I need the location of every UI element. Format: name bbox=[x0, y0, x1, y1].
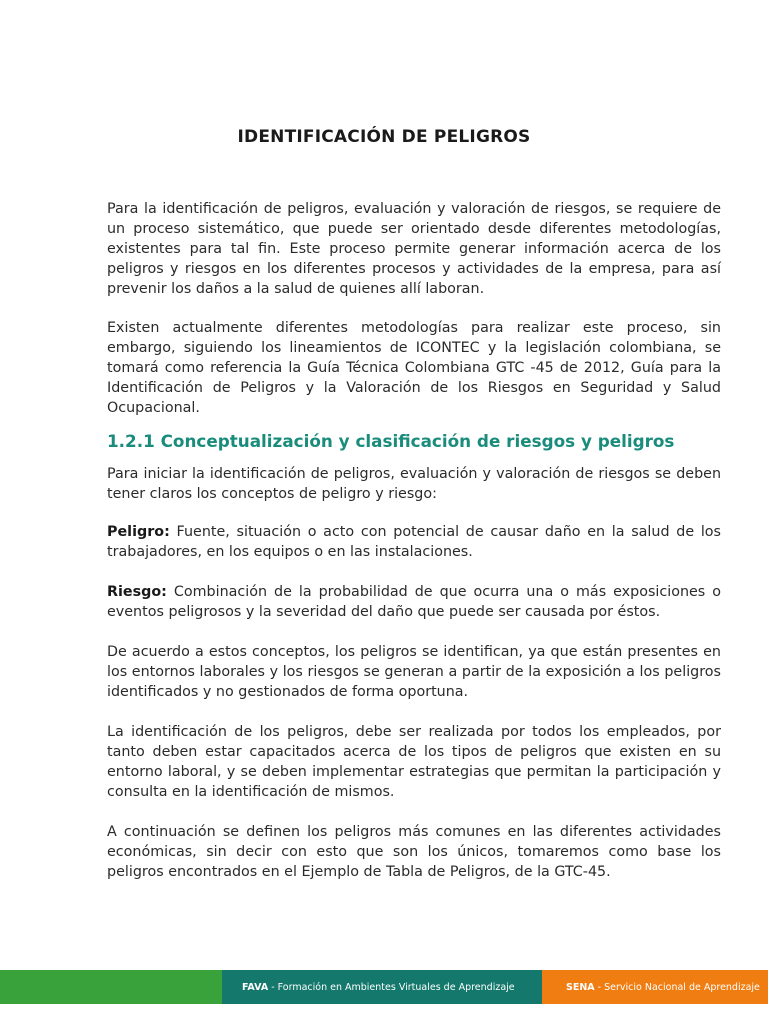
footer-sena-text: - Servicio Nacional de Aprendizaje bbox=[594, 981, 760, 993]
footer-bar bbox=[0, 970, 768, 1004]
paragraph-methodology: Existen actualmente diferentes metodologías para realizar este proceso, sin embargo, siguiendo los lineamientos de ICONTEC y la legislación colombiana, se tomará como referencia la Guía Técnica Colombiana GTC -45 de 2012, Guía para la Identificación de Peligros y la Valoración de los Riesgos en Seguridad y Salud Ocupacional. bbox=[107, 320, 721, 416]
footer-green-block bbox=[0, 970, 222, 1004]
definition-text-riesgo: Combinación de la probabilidad de que ocurra una o más exposiciones o eventos peligrosos y la severidad del daño que puede ser causada por éstos. bbox=[107, 584, 721, 620]
footer-fava-abbr: FAVA bbox=[242, 981, 269, 993]
section-heading: 1.2.1 Conceptualización y clasificación de riesgos y peligros bbox=[107, 431, 675, 451]
footer-sena bbox=[542, 970, 768, 1004]
definition-riesgo bbox=[107, 582, 721, 622]
footer-sena-abbr: SENA bbox=[566, 981, 595, 993]
document-body bbox=[107, 199, 721, 882]
paragraph-intro-process: Para la identificación de peligros, evaluación y valoración de riesgos, se requiere de un proceso sistemático, que puede ser orientado desde diferentes metodologías, existentes para tal fin. Este proceso permite generar información acerca de los peligros y riesgos en los diferentes procesos y actividades de la empresa, para así prevenir los daños a la salud de quienes allí laboran. bbox=[107, 201, 721, 297]
paragraph-concepts-intro: Para iniciar la identificación de peligros, evaluación y valoración de riesgos se deben tener claros los conceptos de peligro y riesgo: bbox=[107, 466, 721, 502]
paragraph-training: La identificación de los peligros, debe ser realizada por todos los empleados, por tanto deben estar capacitados acerca de los tipos de peligros que existen en su entorno laboral, y se deben implementar estrategias que permitan la participación y consulta en la identificación de mismos. bbox=[107, 724, 721, 800]
page-title: IDENTIFICACIÓN DE PELIGROS bbox=[237, 127, 531, 148]
definition-term-peligro: Peligro: bbox=[107, 524, 170, 540]
definition-text-peligro: Fuente, situación o acto con potencial de causar daño en la salud de los trabajadores, en los equipos o en las instalaciones. bbox=[107, 524, 721, 560]
footer-fava bbox=[222, 970, 542, 1004]
paragraph-identification: De acuerdo a estos conceptos, los peligros se identifican, ya que están presentes en los entornos laborales y los riesgos se generan a partir de la exposición a los peligros identificados y no gestionados de forma oportuna. bbox=[107, 644, 721, 700]
definition-term-riesgo: Riesgo: bbox=[107, 584, 167, 600]
paragraph-common-hazards: A continuación se definen los peligros más comunes en las diferentes actividades económicas, sin decir con esto que son los únicos, tomaremos como base los peligros encontrados en el Ejemplo de Tabla de Peligros, de la GTC-45. bbox=[107, 824, 721, 880]
definition-peligro bbox=[107, 522, 721, 562]
footer-fava-text: - Formación en Ambientes Virtuales de Aprendizaje bbox=[268, 981, 515, 993]
